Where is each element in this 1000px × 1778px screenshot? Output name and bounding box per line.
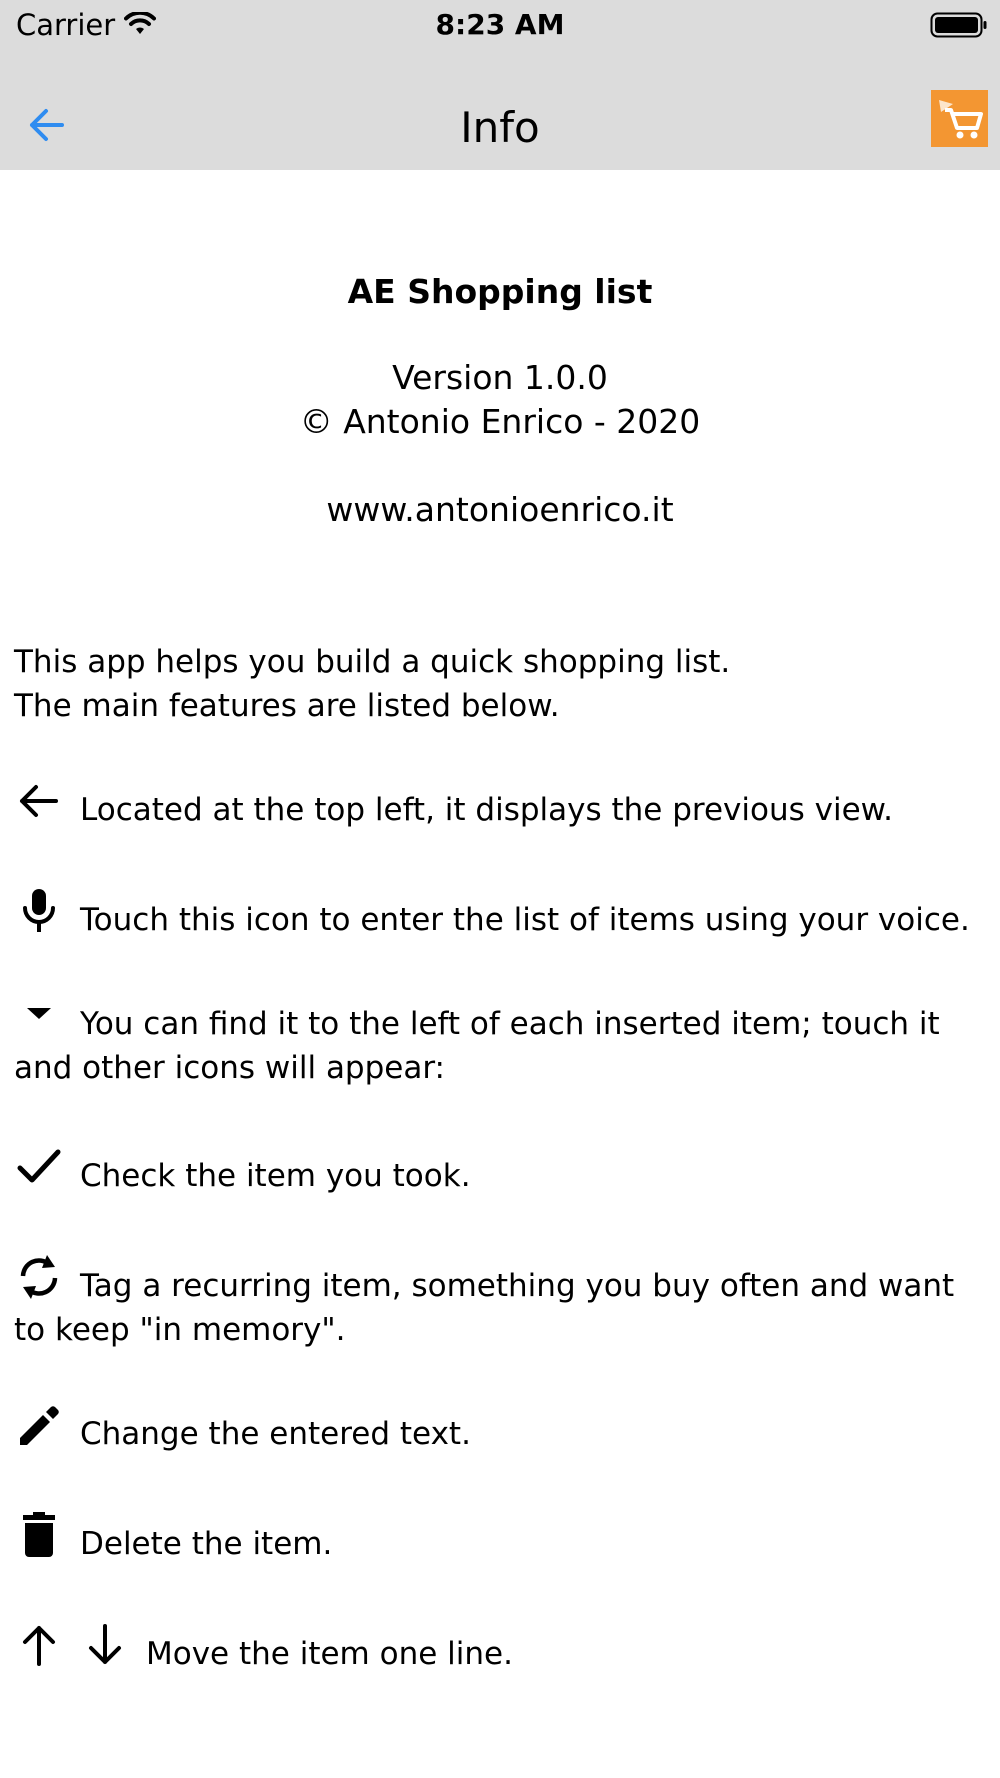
website-link[interactable]: www.antonioenrico.it [326, 490, 674, 529]
feature-voice [14, 886, 986, 942]
battery-icon [930, 12, 988, 42]
feature-expand [14, 990, 986, 1090]
feature-text: Delete the item. [80, 1526, 333, 1562]
feature-text: Touch this icon to enter the list of items using your voice. [80, 902, 970, 938]
pencil-icon [14, 1400, 64, 1450]
info-content [14, 170, 986, 1676]
arrow-down-icon [80, 1620, 130, 1670]
about-section [14, 270, 986, 532]
app-name: AE Shopping list [347, 272, 653, 311]
microphone-icon [14, 886, 64, 936]
intro-text [14, 640, 986, 728]
trash-icon [14, 1510, 64, 1560]
intro-line-1: This app helps you build a quick shopping list. [14, 644, 731, 680]
nav-bar [0, 60, 1000, 170]
feature-move [14, 1620, 986, 1676]
caret-down-icon [14, 990, 64, 1040]
feature-check [14, 1142, 986, 1198]
feature-recurring [14, 1252, 986, 1352]
carrier-label: Carrier [16, 8, 116, 42]
checkmark-icon [14, 1142, 64, 1192]
feature-text: Change the entered text. [80, 1416, 471, 1452]
feature-text: Check the item you took. [80, 1158, 471, 1194]
version-label: Version 1.0.0 [392, 358, 608, 397]
feature-text: Tag a recurring item, something you buy often and want to keep "in memory". [14, 1268, 955, 1348]
page-title: Info [460, 103, 540, 152]
feature-text: Located at the top left, it displays the previous view. [80, 792, 894, 828]
feature-edit [14, 1400, 986, 1456]
arrow-left-icon [14, 776, 64, 826]
shopping-cart-logo [931, 90, 988, 147]
intro-line-2: The main features are listed below. [14, 688, 560, 724]
feature-back [14, 776, 986, 832]
status-bar [0, 0, 1000, 60]
feature-text: You can find it to the left of each inserted item; touch it and other icons will appear: [14, 1006, 940, 1086]
feature-delete [14, 1510, 986, 1566]
feature-text: Move the item one line. [146, 1636, 513, 1672]
copyright-label: © Antonio Enrico - 2020 [299, 402, 701, 441]
app-logo [931, 90, 988, 147]
arrow-up-icon [14, 1620, 64, 1670]
clock: 8:23 AM [435, 8, 565, 41]
repeat-icon [14, 1252, 64, 1302]
